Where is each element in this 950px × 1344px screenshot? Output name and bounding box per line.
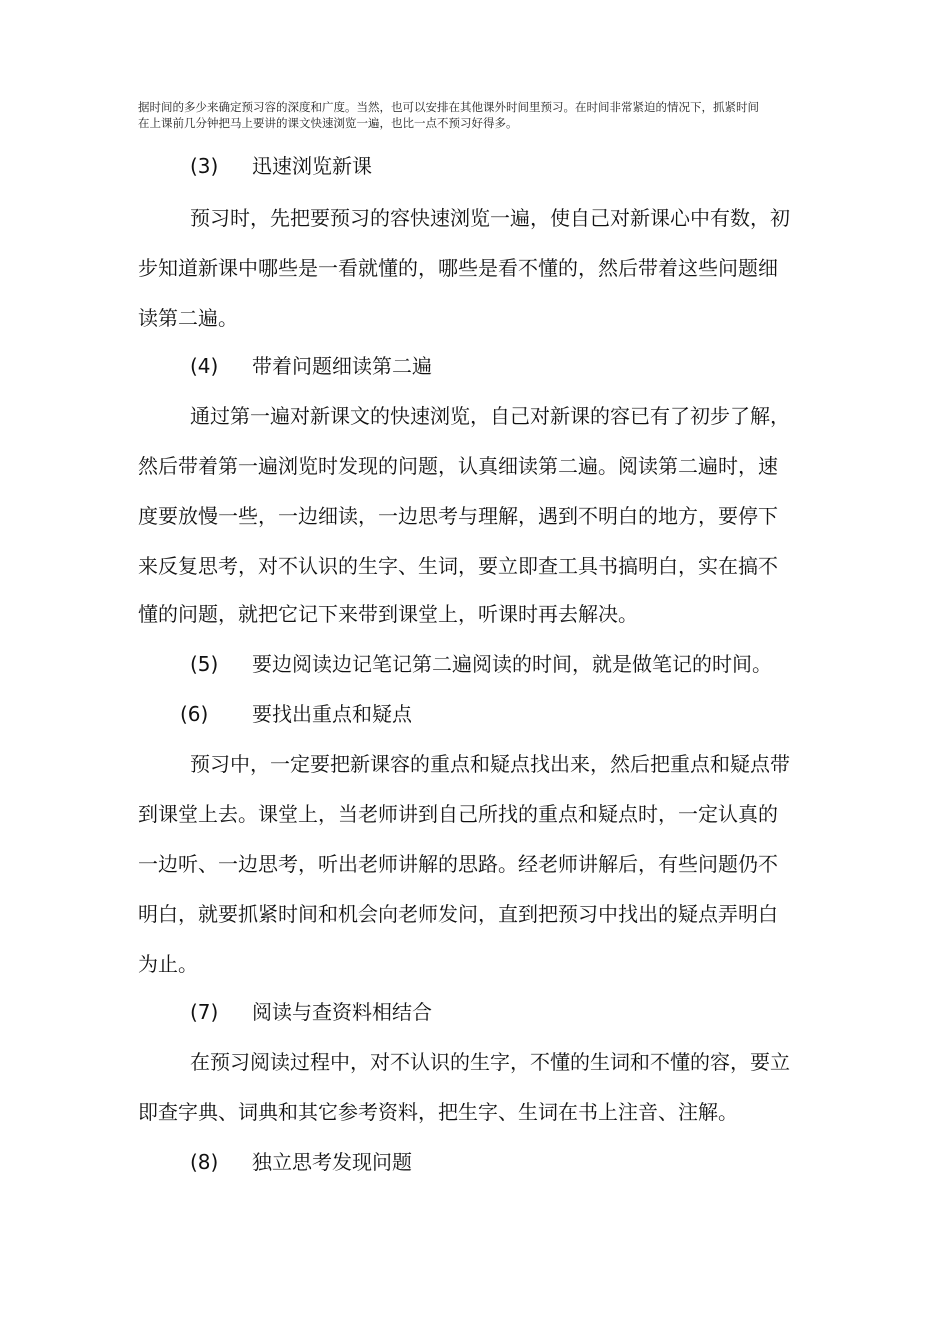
paragraph-line: 读第二遍。 <box>138 306 238 330</box>
section-heading-8 <box>190 1150 412 1174</box>
paragraph-line: 步知道新课中哪些是一看就懂的，哪些是看不懂的，然后带着这些问题细 <box>138 256 778 280</box>
section-number: (5) <box>190 652 219 676</box>
paragraph-line: 明白，就要抓紧时间和机会向老师发问，直到把预习中找出的疑点弄明白 <box>138 902 778 926</box>
paragraph-line: 即查字典、词典和其它参考资料，把生字、生词在书上注音、注解。 <box>138 1100 738 1124</box>
paragraph-line: 度要放慢一些，一边细读，一边思考与理解，遇到不明白的地方，要停下 <box>138 504 778 528</box>
paragraph-line: 预习中，一定要把新课容的重点和疑点找出来，然后把重点和疑点带 <box>190 752 790 776</box>
paragraph-line: 然后带着第一遍浏览时发现的问题，认真细读第二遍。阅读第二遍时，速 <box>138 454 778 478</box>
section-heading-4 <box>190 354 432 378</box>
section-heading-3 <box>190 154 372 178</box>
paragraph-line: 为止。 <box>138 952 198 976</box>
section-heading-6 <box>180 702 412 726</box>
section-number: (6) <box>180 702 209 726</box>
section-number: (4) <box>190 354 219 378</box>
section-heading-5 <box>190 652 772 676</box>
paragraph-line: 来反复思考，对不认识的生字、生词，要立即查工具书搞明白，实在搞不 <box>138 554 778 578</box>
section-title: 阅读与查资料相结合 <box>252 1000 432 1024</box>
paragraph-line: 到课堂上去。课堂上，当老师讲到自己所找的重点和疑点时，一定认真的 <box>138 802 778 826</box>
section-title: 要边阅读边记笔记第二遍阅读的时间，就是做笔记的时间。 <box>252 652 772 676</box>
section-title: 带着问题细读第二遍 <box>252 354 432 378</box>
paragraph-line: 在预习阅读过程中，对不认识的生字，不懂的生词和不懂的容，要立 <box>190 1050 790 1074</box>
section-title: 独立思考发现问题 <box>252 1150 412 1174</box>
section-title: 迅速浏览新课 <box>252 154 372 178</box>
section-number: (8) <box>190 1150 219 1174</box>
intro-line: 在上课前几分钟把马上要讲的课文快速浏览一遍，也比一点不预习好得多。 <box>138 116 518 130</box>
paragraph-line: 通过第一遍对新课文的快速浏览，自己对新课的容已有了初步了解， <box>190 404 790 428</box>
paragraph-line: 懂的问题，就把它记下来带到课堂上，听课时再去解决。 <box>138 602 638 626</box>
section-number: (3) <box>190 154 219 178</box>
section-number: (7) <box>190 1000 219 1024</box>
section-heading-7 <box>190 1000 432 1024</box>
section-title: 要找出重点和疑点 <box>252 702 412 726</box>
intro-line: 据时间的多少来确定预习容的深度和广度。当然，也可以安排在其他课外时间里预习。在时间非常紧迫的情况下，抓紧时间 <box>138 100 759 114</box>
paragraph-line: 一边听、一边思考，听出老师讲解的思路。经老师讲解后，有些问题仍不 <box>138 852 778 876</box>
paragraph-line: 预习时，先把要预习的容快速浏览一遍，使自己对新课心中有数，初 <box>190 206 790 230</box>
